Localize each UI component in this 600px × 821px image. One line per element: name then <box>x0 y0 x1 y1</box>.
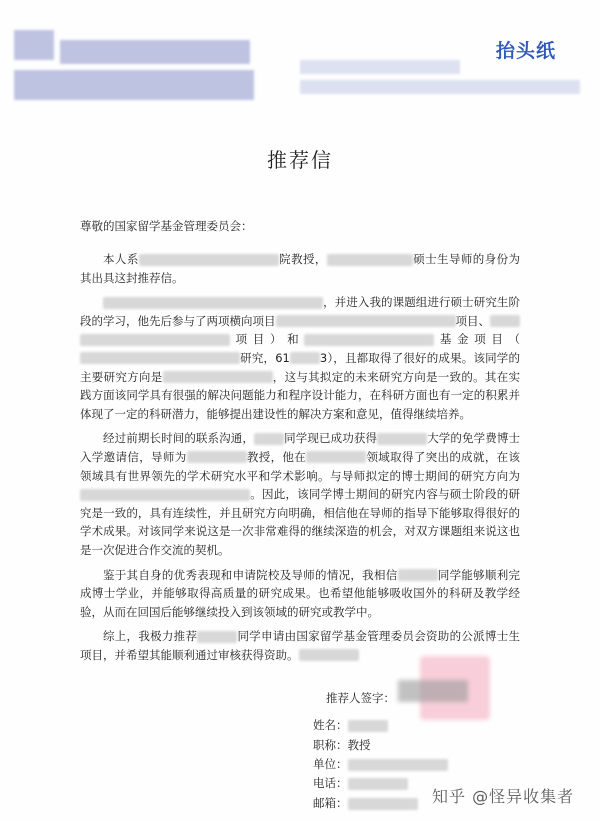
letterhead-label: 抬头纸 <box>496 40 557 62</box>
redacted-text <box>197 631 237 643</box>
redacted-text <box>304 334 434 346</box>
name-row: 姓名： <box>313 717 388 733</box>
letter-title: 推荐信 <box>267 148 333 172</box>
redacted-text <box>290 352 320 364</box>
redacted-text <box>80 352 240 364</box>
watermark: 知乎 @怪异收集者 <box>432 787 575 806</box>
title-row: 职称：教授 <box>313 738 371 752</box>
signature-blurred <box>398 680 468 702</box>
redacted-text <box>254 433 284 445</box>
letter-body <box>80 250 520 670</box>
redacted-text <box>348 798 418 810</box>
redacted-text <box>348 778 408 790</box>
redacted-text <box>139 254 279 266</box>
redacted-text <box>348 759 448 771</box>
redacted-text <box>80 489 250 501</box>
redacted-text <box>276 315 456 327</box>
paragraph-2: ，并进入我的课题组进行硕士研究生阶段的学习，他先后参与了两项横向项目 项目、项目）和 基金项目（研究，61 3），且都取得了很好的成果。该同学的主要研究方向是 ，这与其拟定的未来研究方向是一致的。其在实践方面该同学具有很强的解决问题能力和程序设计能力，在科研方面也有一定的积累并体现了一定的科研潜力，能够提出建设性的解决方案和意见，值得继续培养。 <box>80 295 520 421</box>
redacted-text <box>327 254 413 266</box>
redacted-text <box>377 433 427 445</box>
paragraph-5: 综上，我极力推荐 同学申请由国家留学基金管理委员会资助的公派博士生项目，并希望其能顺利通过审核获得资助。 <box>80 629 520 662</box>
redacted-text <box>187 451 247 463</box>
redacted-text <box>306 451 366 463</box>
redacted-text <box>490 315 520 327</box>
paragraph-3: 经过前期长时间的联系沟通， 同学现已成功获得 大学的免学费博士入学邀请信，导师为 教授，他在 领域取得了突出的成就，在该领域具有世界领先的学术研究水平和学术影响。与导师拟定的博士期间的研究方向为。因此，该同学博士期间的研究内容与硕士阶段的研究是一致的，具有连续性，并且研究方向明确，相信他在导师的指导下能够取得很好的学术成果。对该同学来说这是一次非常难得的继续深造的机会，对双方课题组来说这也是一次促进合作交流的契机。 <box>80 431 521 557</box>
email-row: 邮箱： <box>313 795 418 811</box>
recommender-signature-label: 推荐人签字： <box>326 691 395 705</box>
redacted-text <box>163 371 273 383</box>
phone-row: 电话： <box>313 775 408 791</box>
redacted-text <box>299 649 359 661</box>
salutation: 尊敬的国家留学基金管理委员会： <box>80 219 253 233</box>
paragraph-1: 本人系 院教授， 硕士生导师的身份为其出具这封推荐信。 <box>80 252 521 285</box>
redacted-text <box>103 297 323 309</box>
redacted-text <box>80 334 230 346</box>
redacted-text <box>348 720 388 732</box>
paragraph-4: 鉴于其自身的优秀表现和申请院校及导师的情况，我相信 同学能够顺利完成博士学业，并能够取得高质量的研究成果。也希望他能够吸收国外的科研及教学经验，从而在回国后能够继续投入到该领域的研究或教学中。 <box>80 567 520 619</box>
unit-row: 单位： <box>313 756 448 772</box>
redacted-text <box>398 569 438 581</box>
